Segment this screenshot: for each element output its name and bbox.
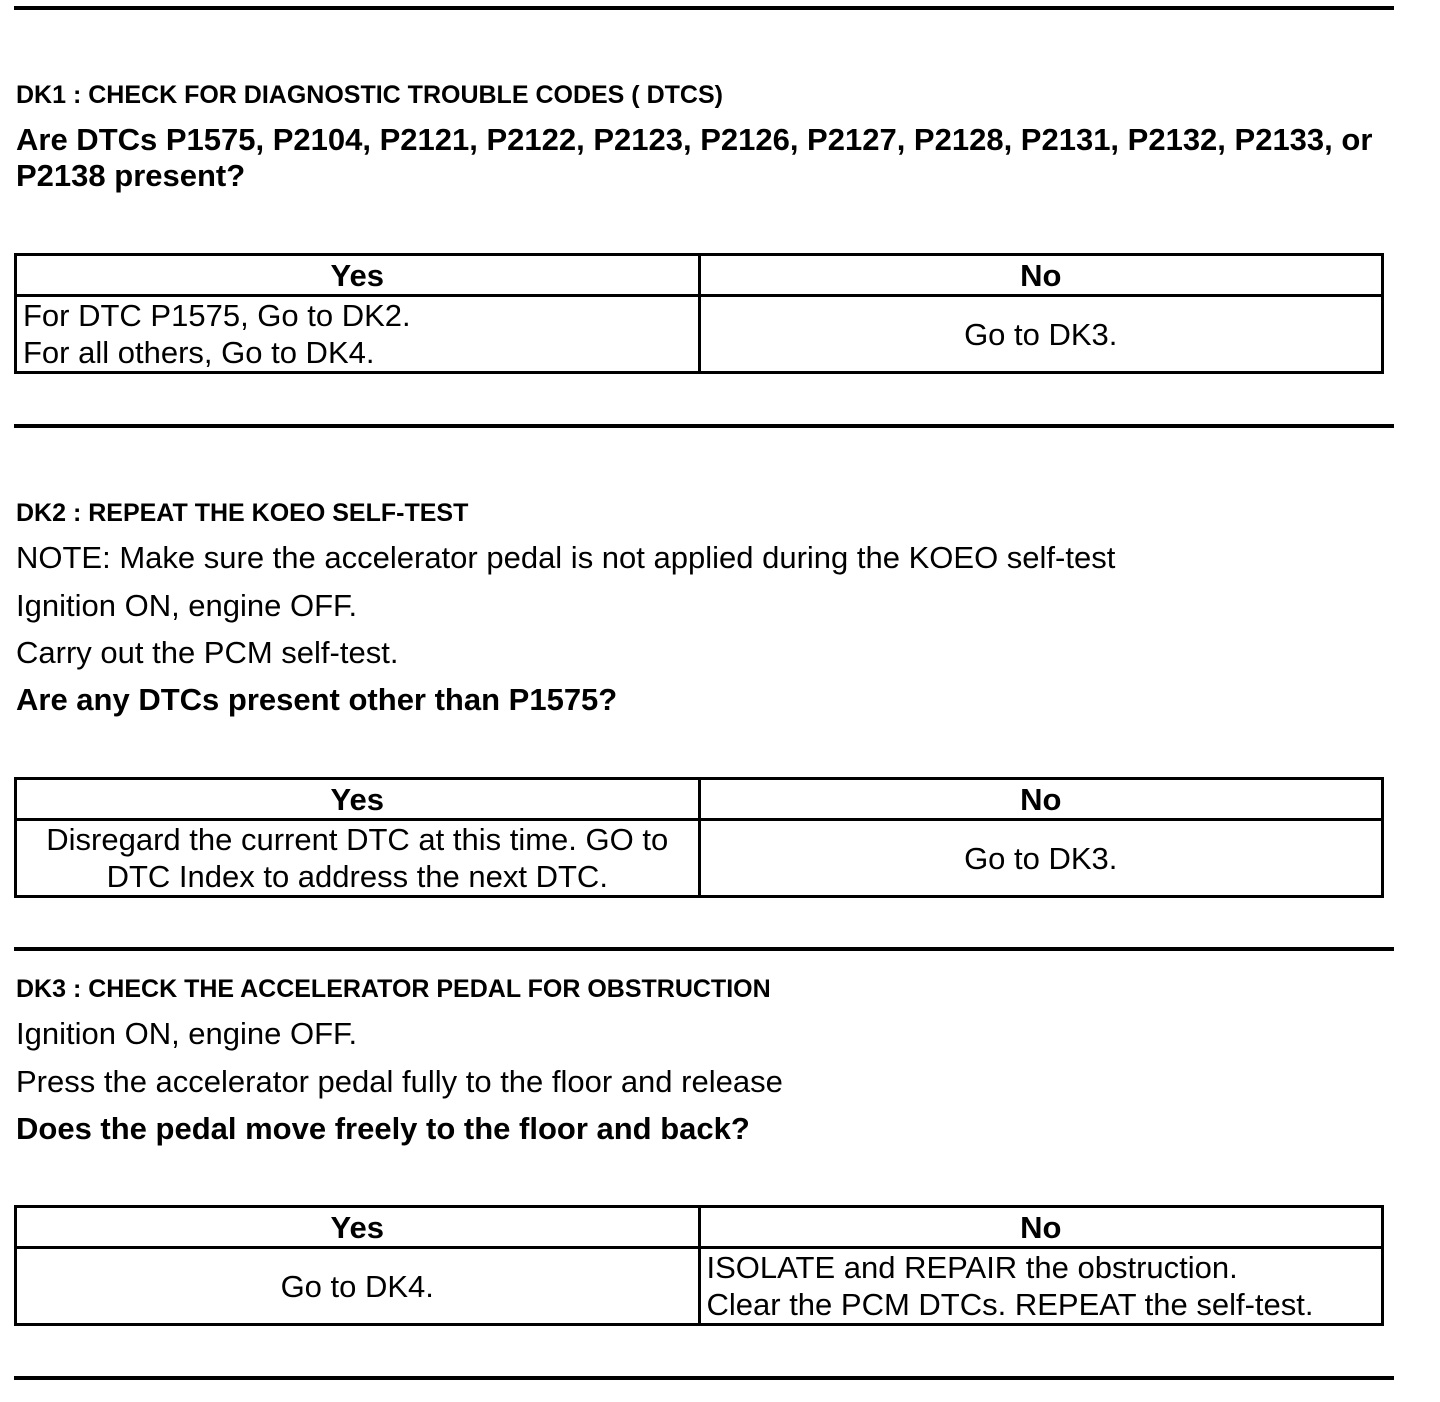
yes-line: Disregard the current DTC at this time. GO to (46, 822, 669, 857)
no-header: No (699, 255, 1383, 296)
yes-cell (16, 820, 700, 897)
yes-line: For all others, Go to DK4. (23, 335, 375, 370)
no-line: Go to DK3. (964, 316, 1118, 352)
table-header-row (16, 255, 1383, 296)
dk3-result-table (14, 1205, 1384, 1326)
no-line: ISOLATE and REPAIR the obstruction. (706, 1250, 1238, 1285)
dk2-heading: DK2 : REPEAT THE KOEO SELF-TEST (16, 499, 469, 527)
table-header-row (16, 1207, 1383, 1248)
divider-top (14, 6, 1394, 10)
divider (14, 947, 1394, 951)
no-line: Go to DK3. (964, 840, 1118, 876)
dk1-question: Are DTCs P1575, P2104, P2121, P2122, P2123, P2126, P2127, P2128, P2131, P2132, P2133, or P2138 present? (16, 122, 1373, 193)
yes-header: Yes (16, 255, 700, 296)
yes-line: DTC Index to address the next DTC. (106, 859, 608, 894)
dk3-question: Does the pedal move freely to the floor and back? (16, 1111, 750, 1146)
no-line: Clear the PCM DTCs. REPEAT the self-test. (706, 1287, 1314, 1322)
dk1-result-table (14, 253, 1384, 374)
no-header: No (699, 779, 1383, 820)
dk1-heading: DK1 : CHECK FOR DIAGNOSTIC TROUBLE CODES ( DTCS) (16, 81, 723, 109)
yes-cell (16, 296, 700, 373)
table-header-row (16, 779, 1383, 820)
table-row (16, 1248, 1383, 1325)
dk2-question: Are any DTCs present other than P1575? (16, 682, 618, 717)
dk2-note: NOTE: Make sure the accelerator pedal is not applied during the KOEO self-test (16, 540, 1116, 575)
divider (14, 424, 1394, 428)
dk2-step: Carry out the PCM self-test. (16, 635, 399, 670)
dk3-step: Press the accelerator pedal fully to the floor and release (16, 1064, 783, 1099)
table-row (16, 820, 1383, 897)
dk2-result-table (14, 777, 1384, 898)
table-row (16, 296, 1383, 373)
no-header: No (699, 1207, 1383, 1248)
yes-line: Go to DK4. (280, 1268, 434, 1304)
dk2-step: Ignition ON, engine OFF. (16, 588, 358, 623)
yes-header: Yes (16, 779, 700, 820)
no-cell (699, 296, 1383, 373)
divider-bottom (14, 1376, 1394, 1380)
yes-header: Yes (16, 1207, 700, 1248)
dk3-heading: DK3 : CHECK THE ACCELERATOR PEDAL FOR OBSTRUCTION (16, 975, 771, 1003)
no-cell (699, 1248, 1383, 1325)
yes-line: For DTC P1575, Go to DK2. (23, 298, 411, 333)
dk3-step: Ignition ON, engine OFF. (16, 1016, 358, 1051)
yes-cell (16, 1248, 700, 1325)
no-cell (699, 820, 1383, 897)
